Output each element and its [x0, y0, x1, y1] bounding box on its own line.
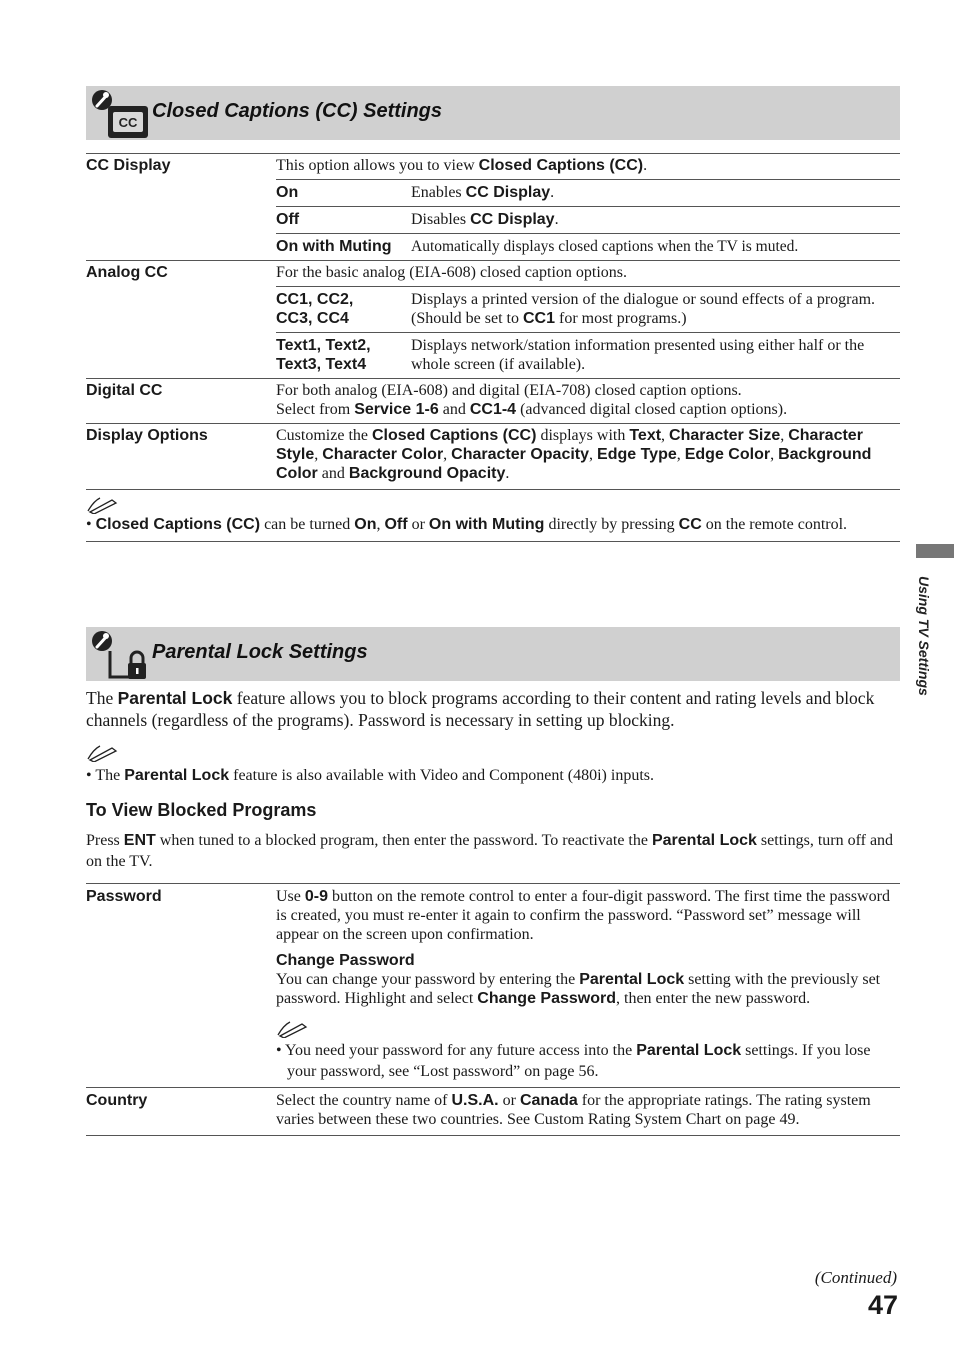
parental-lock-table [86, 883, 900, 1136]
password-note: • You need your password for any future access into the Parental Lock settings. If you lose your password, see “Lost password” on page 56. [276, 1042, 871, 1080]
pencil-note-icon [86, 742, 118, 762]
table-row-digital-cc [86, 379, 900, 424]
row-description: Use 0-9 button on the remote control to enter a four-digit password. The first time the password is created, you must re-enter it again to confirm the password. “Password set” message will appear on the screen upon confirmation. [276, 888, 890, 943]
table-row-cc-display [86, 154, 900, 261]
pencil-note-icon [276, 1018, 308, 1038]
row-label: CC Display [86, 157, 171, 174]
row-label: Digital CC [86, 382, 163, 399]
pencil-note-icon [86, 494, 118, 514]
cc-section-title: Closed Captions (CC) Settings [152, 100, 443, 122]
option-row-off: Off Disables CC Display. [276, 206, 900, 233]
svg-text:CC: CC [118, 115, 138, 130]
wrench-lock-icon [88, 629, 152, 683]
change-password-text: You can change your password by entering the Parental Lock setting with the previously set password. Highlight and select Change Password, then enter the new password. [276, 971, 881, 1007]
option-row-text1-4: Text1, Text2, Text3, Text4 Displays network/station information presented using either half or the whole screen (if available). [276, 332, 900, 378]
side-tab-marker [916, 544, 954, 558]
row-label: Password [86, 888, 162, 905]
wrench-cc-icon [88, 88, 152, 140]
table-row-analog-cc [86, 261, 900, 379]
parental-lock-intro: The Parental Lock feature allows you to block programs according to their content and rating levels and block channels (regardless of the programs). Password is necessary in setting up blocking. [86, 688, 875, 730]
option-row-on-with-muting: On with Muting Automatically displays closed captions when the TV is muted. [276, 233, 900, 260]
page-number: 47 [867, 1290, 898, 1320]
note-text: • Closed Captions (CC) can be turned On, Off or On with Muting directly by pressing CC on the remote control. [86, 516, 848, 533]
row-description: For both analog (EIA-608) and digital (EIA-708) closed caption options. Select from Service 1-6 and CC1-4 (advanced digital closed caption options). [276, 382, 788, 418]
option-row-cc1-4: CC1, CC2, CC3, CC4 Displays a printed version of the dialogue or sound effects of a program. (Should be set to CC1 for most programs.) [276, 286, 900, 332]
table-row-password [86, 884, 900, 1088]
change-password-heading: Change Password [276, 952, 415, 969]
parental-lock-section-title: Parental Lock Settings [152, 641, 368, 663]
table-row-country [86, 1088, 900, 1136]
continued-label: (Continued) [814, 1268, 897, 1287]
press-ent-paragraph: Press ENT when tuned to a blocked program, then enter the password. To reactivate the Parental Lock settings, turn off and on the TV. [86, 832, 894, 870]
cc-settings-table [86, 153, 900, 542]
cc-section-header [86, 86, 900, 140]
option-row-on: On Enables CC Display. [276, 179, 900, 206]
table-row-display-options [86, 424, 900, 490]
parental-lock-section-header [86, 627, 900, 681]
row-description: Customize the Closed Captions (CC) displays with Text, Character Size, Character Style, Character Color, Character Opacity, Edge Type, Edge Color, Background Color and Background Opacity. [276, 427, 872, 482]
parental-lock-note: • The Parental Lock feature is also available with Video and Component (480i) inputs. [86, 767, 654, 784]
subsection-heading: To View Blocked Programs [86, 800, 317, 820]
side-section-label: Using TV Settings [916, 576, 932, 696]
cc-note [86, 490, 900, 542]
row-description: Select the country name of U.S.A. or Canada for the appropriate ratings. The rating system varies between these two countries. See Custom Rating System Chart on page 49. [276, 1092, 871, 1128]
row-description: This option allows you to view Closed Captions (CC). [276, 157, 648, 174]
row-label: Country [86, 1092, 148, 1109]
row-description: For the basic analog (EIA-608) closed caption options. [276, 264, 628, 281]
row-label: Analog CC [86, 264, 168, 281]
row-label: Display Options [86, 427, 208, 444]
